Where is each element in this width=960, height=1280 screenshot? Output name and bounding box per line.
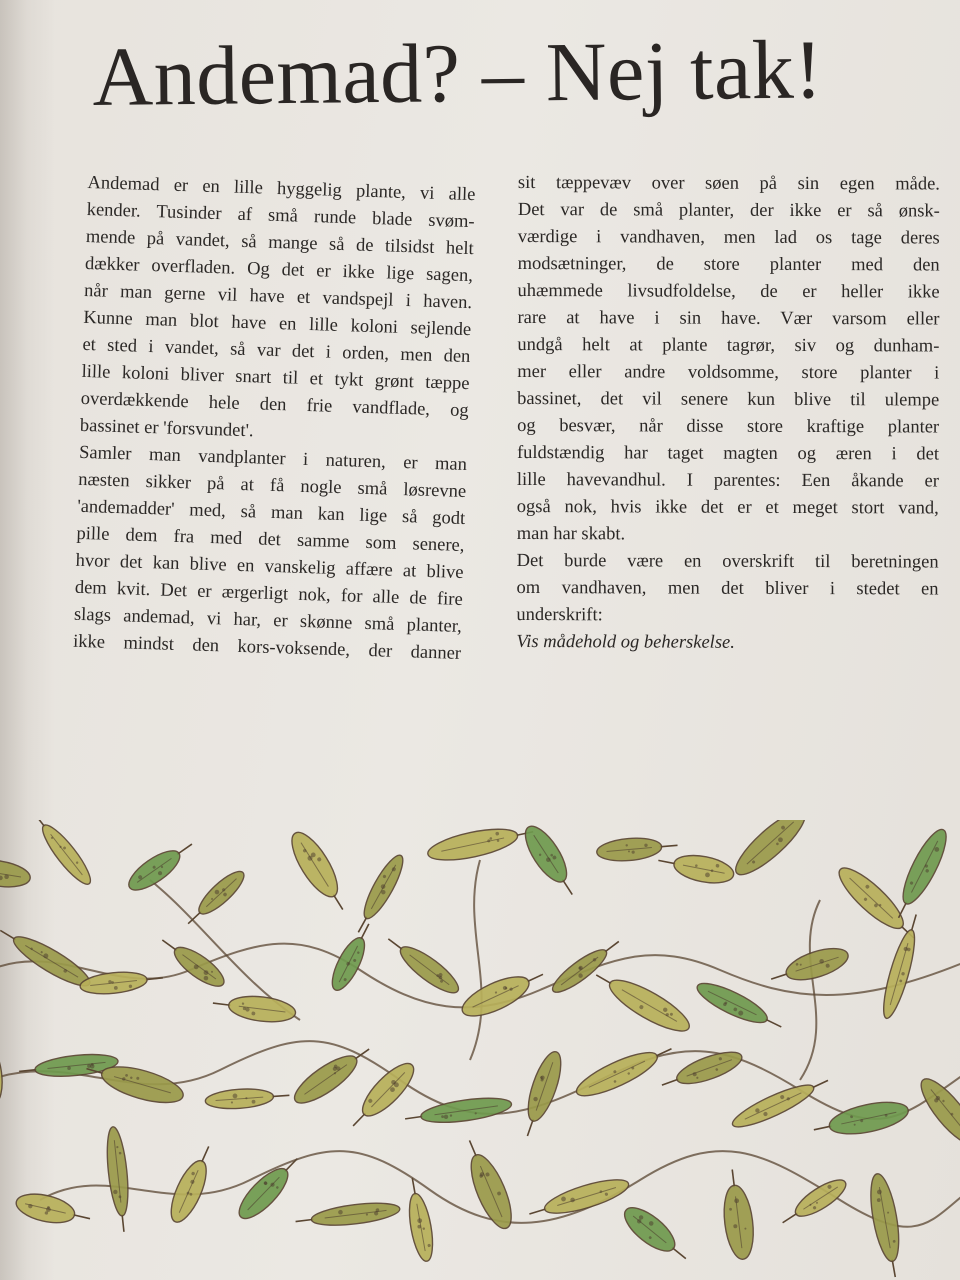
stem: [470, 860, 482, 1060]
leaf: [350, 851, 409, 937]
leaf: [205, 1086, 290, 1111]
text-line: mer eller andre voldsomme, store planter i: [517, 361, 940, 384]
text-line: sit tæppevæv over søen på sin egen måde.: [517, 172, 940, 195]
text-line: kender. Tusinder af små runde blade svøm-: [86, 199, 475, 233]
text-line: 'andemadder' med, så man kan lige så godt: [77, 496, 466, 530]
leaf: [811, 1096, 911, 1143]
text-line: ikke mindst den kors-voksende, der danner: [72, 631, 462, 664]
text-line: Kunne man blot have en lille koloni sejlende: [83, 307, 472, 341]
leaf: [518, 820, 583, 901]
text-line: bassinet er 'forsvundet'.: [79, 415, 254, 442]
left-text-column: [73, 170, 476, 668]
text-line: overdækkende hele den frie vandflade, og: [80, 388, 469, 422]
leaf: [693, 976, 786, 1036]
leaf: [425, 820, 535, 866]
leaf: [402, 1176, 436, 1263]
leaf: [182, 866, 250, 931]
text-line: undgå helt at plante tagrør, siv og dunham-: [517, 334, 940, 357]
leaf: [728, 820, 824, 883]
leaf: [13, 1189, 92, 1231]
stem: [800, 900, 820, 1080]
leaf: [164, 1142, 220, 1227]
text-line: man har skabt.: [516, 523, 626, 545]
text-line: bassinet, det vil senere kun blive til ulempe: [517, 388, 940, 411]
leaf: [718, 1168, 757, 1261]
leaf: [284, 826, 355, 917]
leaf: [913, 1072, 960, 1164]
text-line: pille dem fra med det samme som senere,: [76, 523, 465, 557]
leaf: [123, 835, 198, 897]
leaf: [156, 932, 229, 993]
leaf: [288, 1039, 376, 1111]
closing-motto: Vis mådehold og beherskelse.: [516, 631, 735, 653]
leaf: [957, 943, 960, 1050]
leaf: [596, 834, 679, 863]
text-line: og besvær, når disse store kraftige planter: [517, 415, 940, 438]
leaf: [232, 1150, 306, 1225]
leaf: [590, 964, 695, 1040]
text-line: underskrift:: [516, 604, 603, 626]
text-line: Samler man vandplanter i naturen, er man: [78, 442, 468, 476]
leaf: [211, 991, 297, 1025]
text-line: dem kvit. Det er ærgerligt nok, for alle de fire: [74, 577, 463, 610]
text-line: dækker overfladen. Og det er ikke lige sagen,: [84, 253, 474, 287]
text-line: Det burde være en overskrift til beretningen: [516, 550, 939, 573]
leaf: [572, 1038, 677, 1104]
leaf: [404, 1094, 513, 1129]
text-line: om vandhaven, men det bliver i stedet en: [516, 577, 939, 600]
leaf: [294, 1199, 401, 1231]
text-line: fuldstændig har taget magten og æren i det: [516, 442, 940, 465]
leaf: [0, 921, 95, 993]
text-line: modsætninger, de store planter med den: [517, 253, 940, 276]
text-line: Det var de små planter, der ikke er så ønsk-: [517, 199, 940, 222]
right-text-column: [516, 170, 940, 657]
text-line: mende på vandet, så mange så de tilsidst helt: [85, 226, 475, 260]
leaf: [618, 1200, 694, 1268]
text-line: også nok, hvis ikke det er et meget stort vand,: [516, 496, 939, 519]
text-line: rare at have i sin have. Vær varsom eller: [517, 307, 940, 330]
leaf: [526, 1173, 632, 1225]
text-line: uhæmmede livsudfoldelse, de er heller ikke: [517, 280, 940, 303]
leaf: [516, 1048, 567, 1140]
text-line: hvor det kan blive en vanskelig affære at blive: [75, 550, 464, 583]
leaf: [777, 1174, 851, 1232]
text-line: Andemad er en lille hyggelig plante, vi alle: [87, 172, 476, 206]
text-line: næsten sikker på at få nogle små løsrevne: [77, 469, 467, 503]
leaf: [729, 1072, 833, 1134]
leaf: [0, 854, 32, 891]
text-line: et sted i vandet, så var det i orden, men den: [82, 334, 471, 368]
text-line: lille havevandhul. I parentes: Een åkande er: [516, 469, 939, 492]
page-title: Andemad? – Nej tak!: [92, 23, 824, 124]
leaf: [326, 919, 378, 994]
leaf: [656, 848, 736, 887]
duckweed-leaves-illustration: [0, 820, 960, 1280]
text-line: når man gerne vil have et vandspejl i haven.: [83, 280, 473, 314]
text-line: værdige i vandhaven, men lad os tage deres: [517, 226, 940, 249]
text-line: lille koloni bliver snart til et tykt grønt tæppe: [81, 361, 470, 395]
leaf: [79, 968, 164, 997]
text-line: slags andemad, vi har, er skønne små planter,: [73, 604, 463, 637]
leaf: [104, 1126, 133, 1233]
leaf: [888, 825, 954, 924]
leaf: [0, 1025, 6, 1106]
leaf: [27, 820, 97, 889]
